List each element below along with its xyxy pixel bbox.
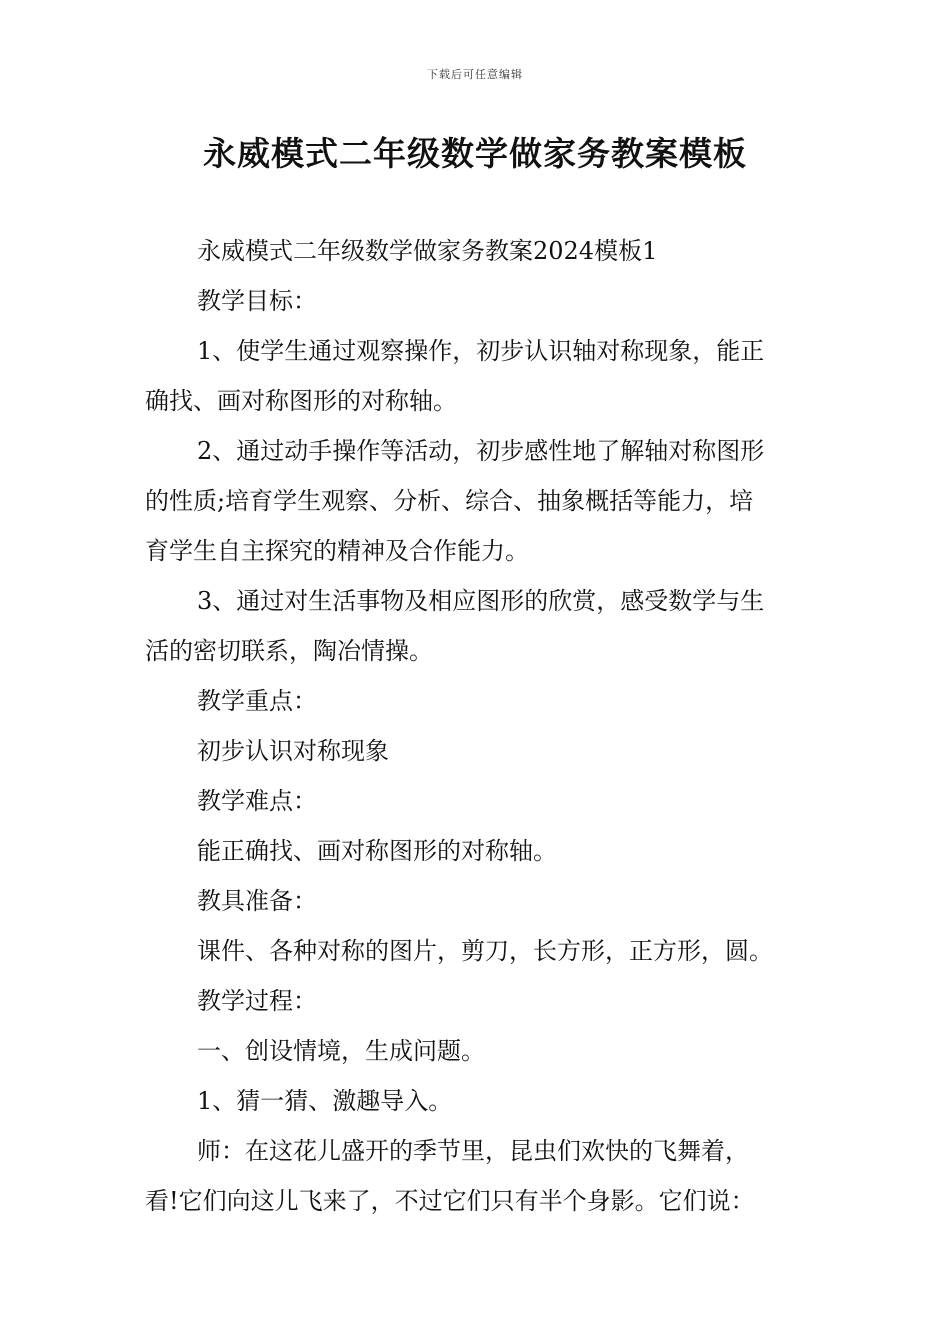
paragraph-materials: 课件、各种对称的图片，剪刀，长方形，正方形，圆。 (197, 937, 773, 965)
paragraph-section-1: 一、创设情境，生成问题。 (197, 1037, 485, 1065)
paragraph-line: 的性质;培育学生观察、分析、综合、抽象概括等能力，培 (145, 487, 754, 515)
paragraph-teaching-goals-heading: 教学目标： (197, 287, 317, 315)
paragraph-line: 活的密切联系，陶冶情操。 (145, 637, 433, 665)
paragraph-process-heading: 教学过程： (197, 987, 317, 1015)
paragraph-goal-1 (145, 326, 810, 426)
document-body (145, 226, 810, 1226)
paragraph-line: 1、使学生通过观察操作，初步认识轴对称现象，能正 (197, 337, 765, 365)
paragraph-line: 看!它们向这儿飞来了，不过它们只有半个身影。它们说： (145, 1187, 755, 1215)
paragraph-key-points: 初步认识对称现象 (197, 737, 389, 765)
paragraph-goal-3 (145, 576, 810, 676)
paragraph-key-points-heading: 教学重点： (197, 687, 317, 715)
paragraph-line: 师：在这花儿盛开的季节里，昆虫们欢快的飞舞着， (197, 1137, 749, 1165)
document-title: 永威模式二年级数学做家务教案模板 (203, 134, 747, 173)
paragraph-difficulty: 能正确找、画对称图形的对称轴。 (197, 837, 557, 865)
paragraph-line: 3、通过对生活事物及相应图形的欣赏，感受数学与生 (197, 587, 765, 615)
paragraph-materials-heading: 教具准备： (197, 887, 317, 915)
paragraph-teacher-dialogue (145, 1126, 810, 1226)
header-note: 下载后可任意编辑 (427, 68, 523, 81)
paragraph-difficulty-heading: 教学难点： (197, 787, 317, 815)
paragraph-line: 育学生自主探究的精神及合作能力。 (145, 537, 529, 565)
paragraph-step-1: 1、猜一猜、激趣导入。 (197, 1087, 453, 1115)
paragraph-goal-2 (145, 426, 810, 576)
paragraph-line: 确找、画对称图形的对称轴。 (145, 387, 457, 415)
paragraph-line: 2、通过动手操作等活动，初步感性地了解轴对称图形 (197, 437, 765, 465)
document-subtitle: 永威模式二年级数学做家务教案2024模板1 (197, 237, 658, 265)
